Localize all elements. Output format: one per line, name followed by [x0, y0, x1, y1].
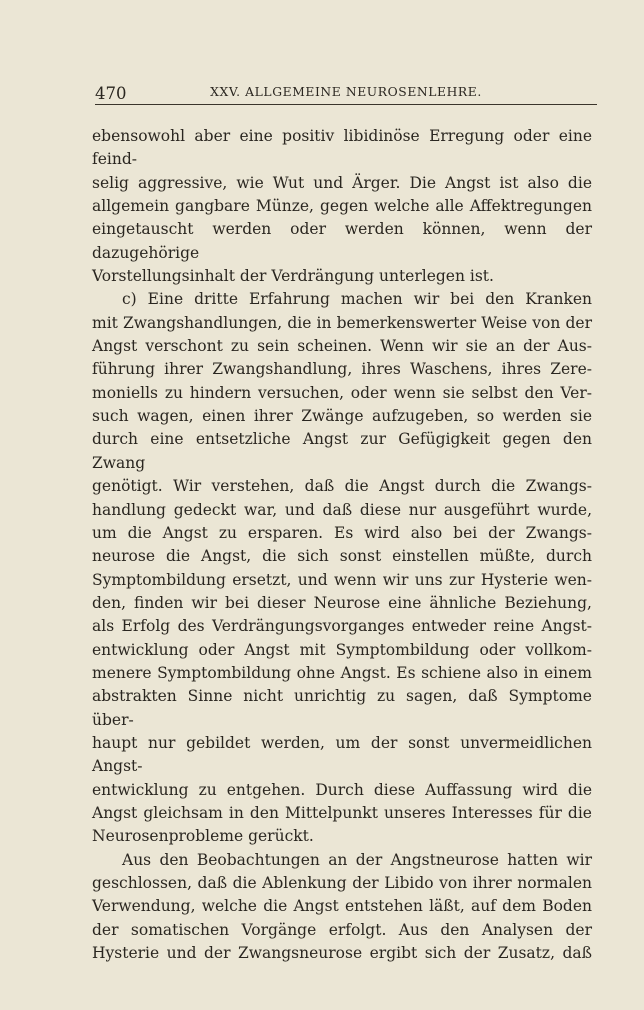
body-text [92, 125, 592, 965]
text-line: eingetauscht werden oder werden können, wenn der dazugehörige [92, 220, 592, 262]
text-line: um die Angst zu ersparen. Es wird also bei der Zwangs- [92, 523, 592, 542]
page-number: 470 [95, 84, 127, 103]
text-line: moniells zu hindern versuchen, oder wenn sie selbst den Ver- [92, 383, 592, 402]
text-line: haupt nur gebildet werden, um der sonst unvermeidlichen Angst- [92, 733, 592, 776]
text-line: Vorstellungsinhalt der Verdrängung unterlegen ist. [92, 267, 494, 286]
text-line: entwicklung oder Angst mit Symptombildung oder vollkom- [92, 640, 592, 659]
text-line: menere Symptombildung ohne Angst. Es schiene also in einem [92, 663, 592, 682]
text-line: Aus den Beobachtungen an der Angstneurose hatten wir [122, 850, 592, 869]
running-head: XXV. ALLGEMEINE NEUROSENLEHRE. [210, 85, 482, 99]
text-line: such wagen, einen ihrer Zwänge aufzugeben, so werden sie [92, 407, 592, 426]
text-line: c) Eine dritte Erfahrung machen wir bei den Kranken [122, 290, 592, 309]
text-line: Angst verschont zu sein scheinen. Wenn wir sie an der Aus- [92, 337, 592, 356]
page-header [95, 84, 597, 105]
text-line: führung ihrer Zwangshandlung, ihres Waschens, ihres Zere- [92, 360, 592, 379]
text-line: Hysterie und der Zwangsneurose ergibt sich der Zusatz, daß [92, 944, 592, 963]
text-line: handlung gedeckt war, und daß diese nur ausgeführt wurde, [92, 500, 592, 519]
text-line: Neurosenprobleme gerückt. [92, 827, 314, 846]
text-line: allgemein gangbare Münze, gegen welche alle Affektregungen [92, 197, 592, 216]
text-line: als Erfolg des Verdrängungsvorganges entweder reine Angst- [92, 617, 592, 636]
text-line: der somatischen Vorgänge erfolgt. Aus den Analysen der [92, 920, 592, 939]
text-line: Angst gleichsam in den Mittelpunkt unseres Interesses für die [92, 803, 592, 822]
text-line: abstrakten Sinne nicht unrichtig zu sagen, daß Symptome über- [92, 687, 592, 729]
text-line: geschlossen, daß die Ablenkung der Libido von ihrer normalen [92, 874, 592, 892]
paragraph-2 [92, 288, 592, 848]
paragraph-1 [92, 125, 592, 288]
text-line: entwicklung zu entgehen. Durch diese Auffassung wird die [92, 780, 592, 799]
text-line: genötigt. Wir verstehen, daß die Angst durch die Zwangs- [92, 477, 592, 496]
text-line: Symptombildung ersetzt, und wenn wir uns zur Hysterie wen- [92, 570, 592, 589]
text-line: mit Zwangshandlungen, die in bemerkenswerter Weise von der [92, 313, 592, 332]
text-line: selig aggressive, wie Wut und Ärger. Die Angst ist also die [92, 173, 592, 192]
text-line: neurose die Angst, die sich sonst einstellen müßte, durch [92, 547, 592, 566]
paragraph-3 [92, 849, 592, 966]
text-line: durch eine entsetzliche Angst zur Gefügigkeit gegen den Zwang [92, 430, 592, 472]
text-line: ebensowohl aber eine positiv libidinöse Erregung oder eine feind- [92, 127, 592, 169]
text-line: Verwendung, welche die Angst entstehen läßt, auf dem Boden [92, 897, 592, 916]
text-line: den, finden wir bei dieser Neurose eine ähnliche Beziehung, [92, 593, 592, 612]
